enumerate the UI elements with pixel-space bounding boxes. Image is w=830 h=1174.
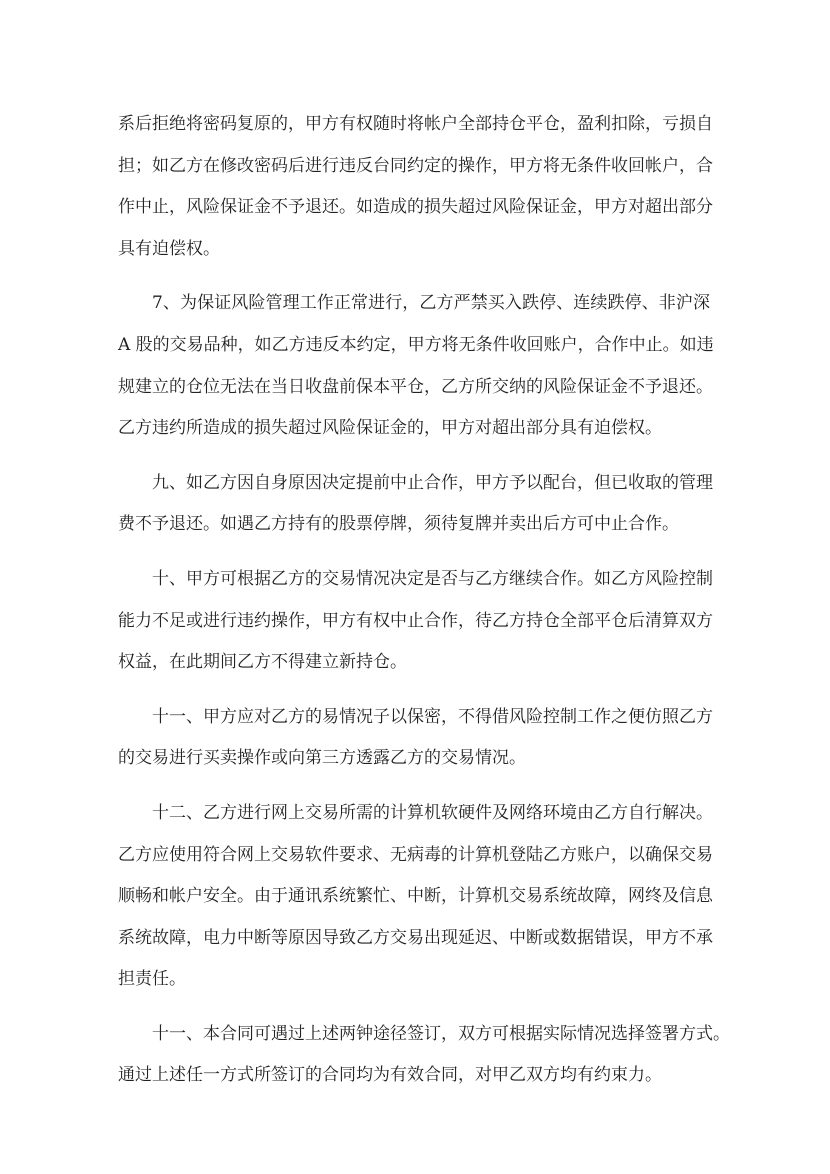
text-line: 顺畅和帐户安全。由于通讯系统繁忙、中断，计算机交易系统故障，网终及信息	[118, 886, 713, 907]
text-line: A 股的交易品种，如乙方违反本约定，甲方将无条件收回账户，合作中止。如违	[118, 334, 714, 355]
text-line: 十一、本合同可遇过上述两钟途径签订，双方可根据实际情况选择签署方式。	[152, 1023, 730, 1044]
text-line: 7、为保证风险管理工作正常进行，乙方严禁买入跌停、连续跌停、非沪深	[152, 293, 710, 314]
text-line: 通过上述任一方式所签订的合同均为有效合同，对甲乙双方均有约束力。	[118, 1065, 662, 1086]
document-page	[118, 110, 730, 1116]
text-line: 十、甲方可根据乙方的交易情况决定是否与乙方继续合作。如乙方风险控制	[152, 568, 713, 589]
text-line: 乙方应使用符合网上交易软件要求、无病毒的计算机登陆乙方账户，以确保交易	[118, 844, 713, 865]
paragraph	[118, 469, 713, 552]
paragraph	[118, 565, 713, 690]
text-line: 作中止，风险保证金不予退还。如造成的损失超过风险保证金，甲方对超出部分	[118, 197, 713, 218]
text-line: 能力不足或进行违约操作，甲方有权中止合作，待乙方持仓全部平仓后清算双方	[118, 610, 713, 631]
text-line: 十一、甲方应对乙方的易情况子以保密，不得借风险控制工作之便仿照乙方	[152, 706, 713, 727]
text-line: 系统故障，电力中断等原因导致乙方交易出现延迟、中断或数据错误，甲方不承	[118, 927, 713, 948]
text-line: 权益，在此期间乙方不得建立新持仓。	[118, 652, 407, 673]
text-line: 系后拒绝将密码复原的，甲方有权随时将帐户全部持仓平仓，盈利扣除，亏损自	[118, 114, 713, 134]
text-line: 规建立的仓位无法在当日收盘前保本平仓，乙方所交纳的风险保证金不予退还。	[118, 376, 713, 397]
text-line: 费不予退还。如遇乙方持有的股票停牌，须待复牌并卖出后方可中止合作。	[118, 514, 679, 535]
text-line: 乙方违约所造成的损失超过风险保证金的，甲方对超出部分具有迫偿权。	[118, 418, 662, 439]
text-line: 担责任。	[118, 969, 186, 990]
text-line: 十二、乙方进行网上交易所需的计算机软硬件及网络环境由乙方自行解决。	[152, 802, 713, 823]
paragraph	[118, 1020, 730, 1103]
text-line: 的交易进行买卖操作或向第三方透露乙方的交易情况。	[118, 748, 526, 769]
text-line: 九、如乙方因自身原因决定提前中止合作，甲方予以配台，但已收取的管理	[152, 472, 713, 493]
paragraph	[118, 799, 713, 1007]
text-line: 具有迫偿权。	[118, 238, 220, 259]
paragraph	[118, 289, 714, 455]
text-line: 担；如乙方在修改密码后进行违反台同约定的操作，甲方将无条件收回帐户，合	[118, 155, 713, 176]
paragraph	[118, 110, 713, 276]
paragraph	[118, 703, 713, 786]
